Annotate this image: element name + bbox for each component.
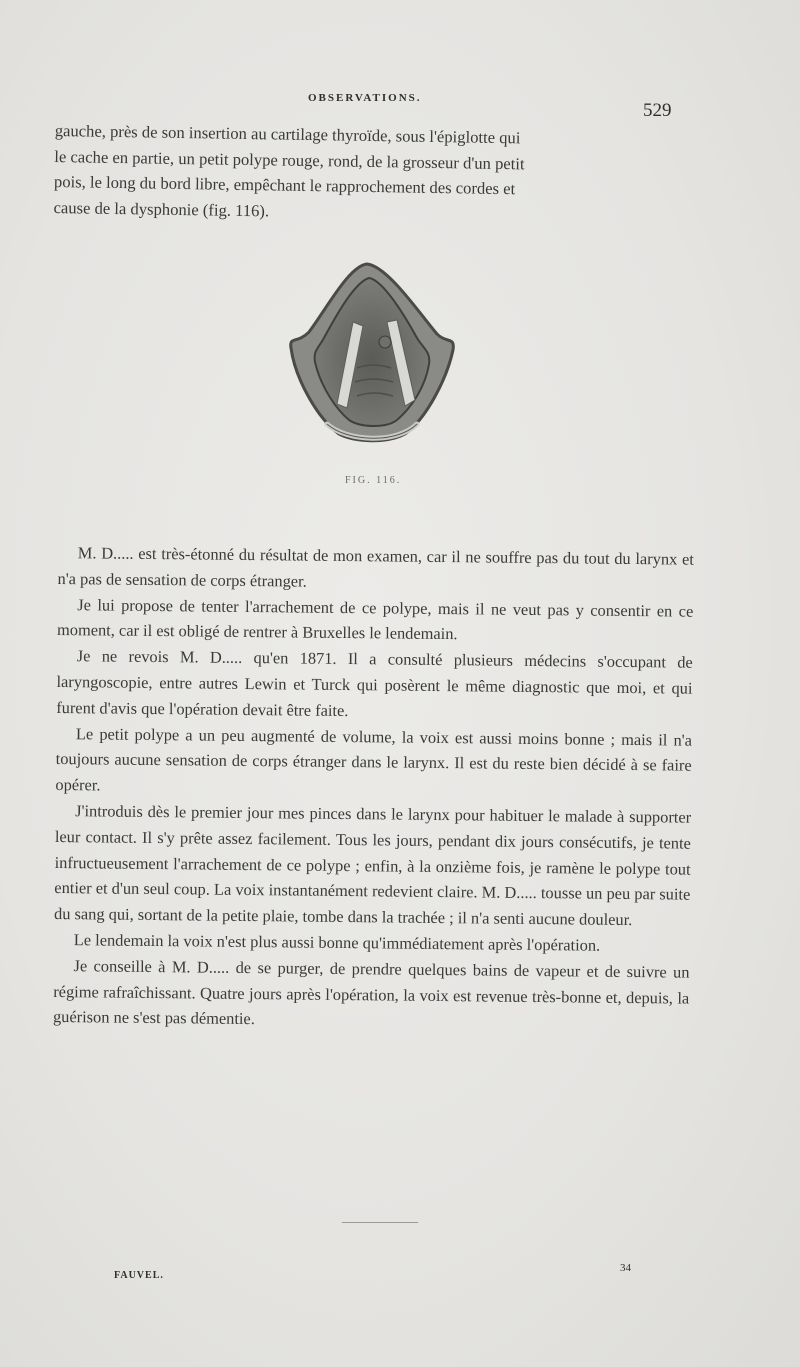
text-line: cause de la dysphonie (fig. 116).	[53, 197, 270, 220]
text-line: le cache en partie, un petit polype rouge, rond, de la grosseur d'un petit	[54, 146, 525, 173]
printer-signature: FAUVEL.	[114, 1270, 164, 1281]
continued-paragraph	[53, 118, 687, 230]
paragraph: J'introduis dès le premier jour mes pinces dans le larynx pour habituer le malade à supporter leur contact. Il s'y prête assez facilement. Tous les jours, pendant dix jours consécutifs, je tente infructueusement l'arrachement de ce polype ; enfin, à la onzième fois, je ramène le polype tout entier et d'un seul coup. La voix instantanément redevient claire. M. D..... tousse un peu par suite du sang qui, sortant de la petite plaie, tombe dans la trachée ; il n'a senti aucune douleur.	[53, 801, 692, 930]
page-number: 529	[643, 100, 672, 121]
figure-caption: FIG. 116.	[345, 475, 402, 486]
paragraph: Je conseille à M. D..... de se purger, de prendre quelques bains de vapeur et de suivre un régime rafraîchissant. Quatre jours après l'opération, la voix est revenue très-bonne et, depuis, la guérison ne s'est pas démentie.	[52, 955, 690, 1029]
polyp-mark	[379, 336, 391, 348]
body-text	[53, 540, 694, 1037]
running-head: OBSERVATIONS.	[308, 92, 422, 104]
section-rule	[342, 1222, 418, 1223]
paragraph: Le petit polype a un peu augmenté de volume, la voix est aussi moins bonne ; mais il n'a toujours aucune sensation de corps étranger dans le larynx. Il est du reste bien décidé à se faire opérer.	[55, 723, 693, 795]
paragraph: Je lui propose de tenter l'arrachement de ce polype, mais il ne veut pas y consentir en ce moment, car il est obligé de rentrer à Bruxelles le lendemain.	[56, 594, 694, 644]
text-line: pois, le long du bord libre, empêchant le rapprochement des cordes et	[53, 171, 516, 199]
paragraph: M. D..... est très-étonné du résultat de mon examen, car il ne souffre pas du tout du larynx et n'a pas de sensation de corps étranger.	[57, 543, 694, 591]
paragraph: Je ne revois M. D..... qu'en 1871. Il a consulté plusieurs médecins s'occupant de laryngoscopie, entre autres Lewin et Turck qui posèrent le même diagnostic que moi, et qui furent d'avis que l'opération devait être faite.	[56, 646, 693, 720]
larynx-illustration	[287, 258, 457, 453]
sheet-number: 34	[620, 1262, 631, 1274]
text-line: gauche, près de son insertion au cartilage thyroïde, sous l'épiglotte qui	[54, 120, 521, 148]
paragraph: Le lendemain la voix n'est plus aussi bonne qu'immédiatement après l'opération.	[73, 930, 601, 955]
